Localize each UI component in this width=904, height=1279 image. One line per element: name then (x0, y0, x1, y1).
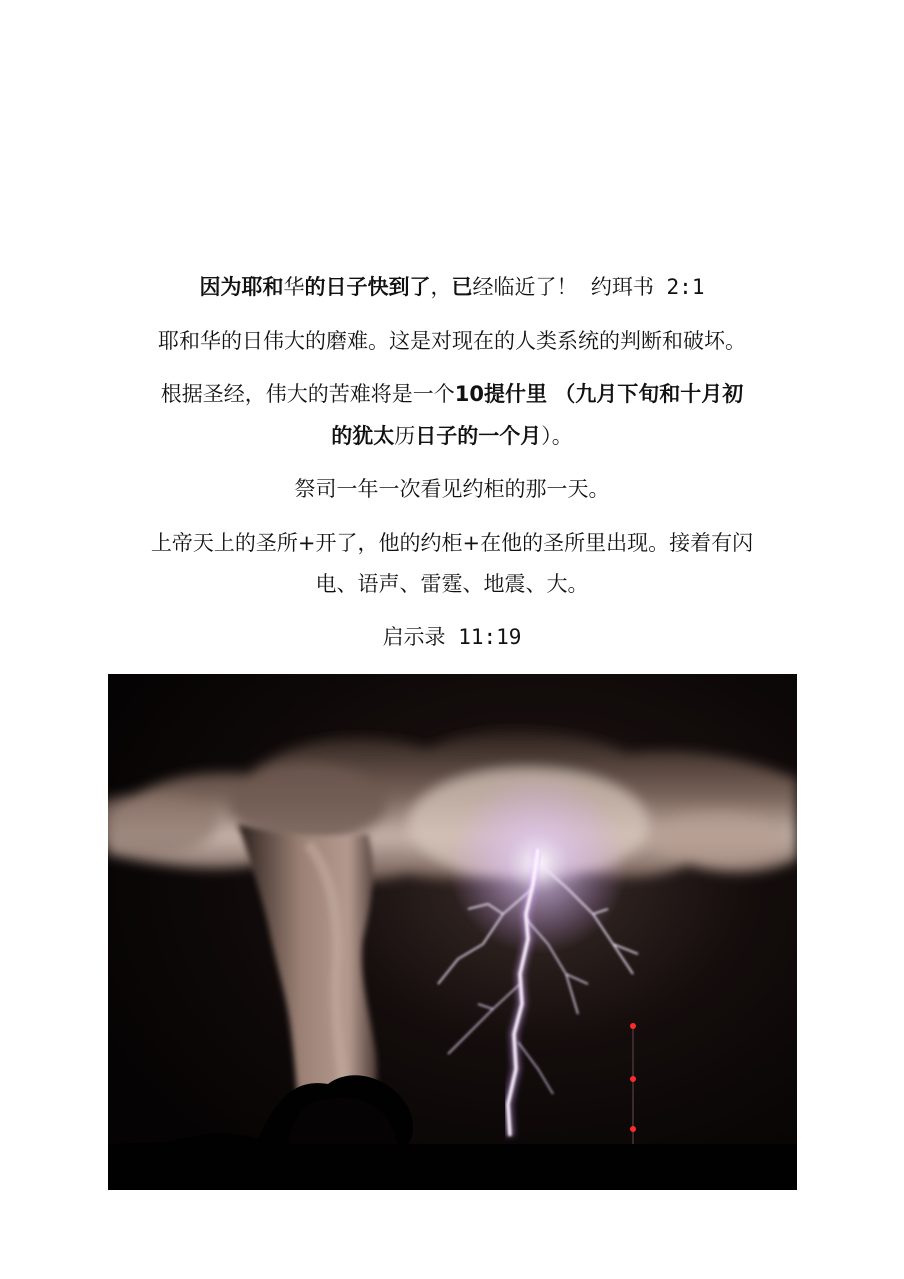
paragraph-temple-line-1: 上帝天上的圣所+开了，他的约柜+在他的圣所里出现。接着有闪 (150, 531, 754, 555)
paragraph-tribulation-line-1: 根据圣经，伟大的苦难将是一个10提什里 （九月下旬和十月初 (160, 382, 744, 406)
photo-illustration (108, 674, 797, 1190)
tornado-lightning-photo (108, 674, 797, 1190)
paragraph-day: 耶和华的日伟大的磨难。这是对现在的人类系统的判断和破坏。 (158, 329, 746, 353)
heading-verse: 因为耶和华的日子快到了，已经临近了！ 约珥书 2:1 (199, 275, 705, 299)
paragraph-tribulation-line-2: 的犹太历日子的一个月）。 (331, 424, 573, 448)
paragraph-temple-line-2: 电、语声、雷霆、地震、大。 (315, 572, 589, 596)
revelation-reference: 启示录 11:19 (382, 625, 522, 649)
paragraph-priest: 祭司一年一次看见约柜的那一天。 (294, 477, 610, 501)
verse-reference: 约珥书 2:1 (590, 275, 705, 299)
